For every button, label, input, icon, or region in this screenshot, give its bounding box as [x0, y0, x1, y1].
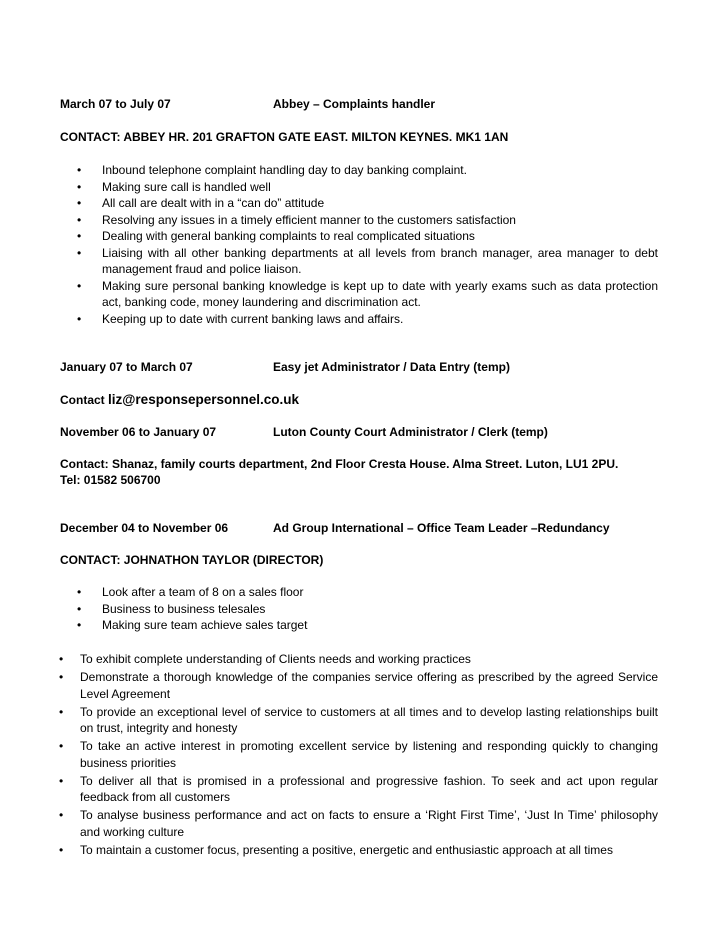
list-item: • Liaising with all other banking departments at all levels from branch manager, area manager to debt management fraud and police liaison.	[77, 245, 658, 276]
job3-contact: Contact: Shanaz, family courts department, 2nd Floor Cresta House. Alma Street. Luton, LU1 2PU.	[60, 457, 619, 471]
job3-role: Luton County Court Administrator / Clerk (temp)	[273, 425, 548, 439]
job4-date: December 04 to November 06	[60, 521, 229, 535]
list-item: • To exhibit complete understanding of Clients needs and working practices	[59, 652, 471, 666]
list-item: • To analyse business performance and act on facts to ensure a ‘Right First Time’, ‘Just In Time’ philosophy and working culture	[59, 808, 658, 839]
job4-bullet-list	[77, 584, 658, 634]
job1-date: March 07 to July 07	[60, 97, 171, 111]
list-item: • Resolving any issues in a timely efficient manner to the customers satisfaction	[77, 212, 516, 227]
bullet-icon: •	[59, 842, 64, 857]
bullet-icon: •	[77, 179, 82, 194]
job3-date: November 06 to January 07	[60, 425, 217, 439]
list-item: • Demonstrate a thorough knowledge of the companies service offering as prescribed by the agreed Service Level Agreement	[59, 670, 658, 701]
job4-responsibilities-list	[59, 651, 658, 860]
bullet-icon: •	[77, 601, 82, 616]
bullet-icon: •	[77, 196, 82, 210]
bullet-icon: •	[77, 585, 82, 599]
bullet-icon: •	[59, 808, 64, 822]
list-item: • Dealing with general banking complaints to real complicated situations	[77, 229, 475, 243]
list-item: • Making sure call is handled well	[77, 179, 271, 194]
list-item: • Making sure team achieve sales target	[77, 618, 308, 632]
list-item: • Business to business telesales	[77, 601, 266, 616]
list-item: • To maintain a customer focus, presenting a positive, energetic and enthusiastic approach at all times	[59, 842, 613, 857]
contact-email-link[interactable]: liz@responsepersonnel.co.uk	[108, 392, 299, 407]
job1-role: Abbey – Complaints handler	[273, 97, 436, 111]
job3-telephone: Tel: 01582 506700	[60, 473, 161, 487]
job2-contact-label: Contact	[60, 393, 105, 407]
bullet-icon: •	[59, 652, 64, 666]
list-item: • Making sure personal banking knowledge is kept up to date with yearly exams such as data protection act, banking code, money laundering and discrimination act.	[77, 278, 658, 309]
list-item: • All call are dealt with in a “can do” attitude	[77, 196, 325, 210]
job2-date: January 07 to March 07	[60, 360, 193, 374]
job1-bullet-list	[77, 162, 658, 327]
list-item: • To provide an exceptional level of service to customers at all times and to develop lasting relationships built on trust, integrity and honesty	[59, 704, 658, 735]
job4-contact: CONTACT: JOHNATHON TAYLOR (DIRECTOR)	[60, 553, 324, 567]
bullet-icon: •	[59, 739, 64, 753]
bullet-icon: •	[77, 163, 82, 177]
bullet-icon: •	[77, 311, 82, 326]
bullet-icon: •	[59, 773, 64, 788]
bullet-icon: •	[77, 245, 82, 260]
list-item: • Inbound telephone complaint handling day to day banking complaint.	[77, 163, 467, 177]
bullet-icon: •	[59, 704, 64, 719]
bullet-icon: •	[77, 229, 82, 243]
list-item: • To take an active interest in promoting excellent service by listening and responding quickly to changing business priorities	[59, 739, 658, 770]
job4-role: Ad Group International – Office Team Leader –Redundancy	[273, 521, 610, 535]
bullet-icon: •	[77, 212, 82, 227]
list-item: • To deliver all that is promised in a professional and progressive fashion. To seek and act upon regular feedback from all customers	[59, 773, 658, 804]
list-item: • Keeping up to date with current banking laws and affairs.	[77, 311, 404, 326]
list-item: • Look after a team of 8 on a sales floor	[77, 585, 304, 599]
bullet-icon: •	[77, 278, 82, 293]
bullet-icon: •	[77, 618, 82, 632]
job2-contact	[60, 391, 299, 409]
bullet-icon: •	[59, 670, 64, 684]
job1-contact: CONTACT: ABBEY HR. 201 GRAFTON GATE EAST. MILTON KEYNES. MK1 1AN	[60, 130, 509, 144]
job2-role: Easy jet Administrator / Data Entry (temp)	[273, 360, 510, 374]
